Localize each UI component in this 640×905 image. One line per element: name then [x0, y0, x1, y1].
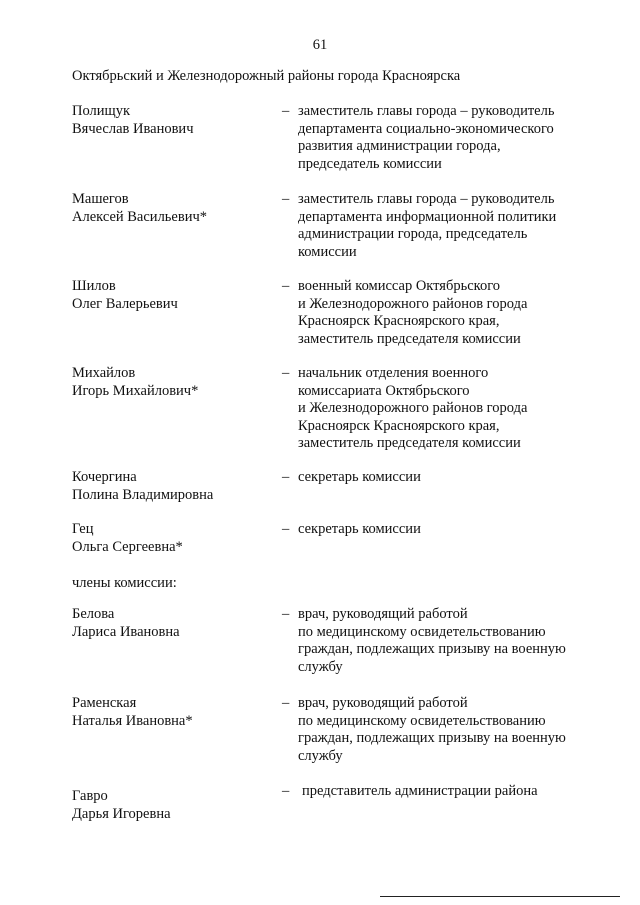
- role-line: секретарь комиссии: [298, 521, 421, 537]
- role-line: заместитель главы города – руководитель: [298, 103, 555, 119]
- role-line: службу: [298, 658, 343, 675]
- member-given-name: Дарья Игоревна: [72, 805, 171, 822]
- member-role: [298, 606, 598, 676]
- member-given-name: Алексей Васильевич*: [72, 208, 207, 225]
- member-name: [72, 606, 272, 641]
- member-name: [72, 521, 272, 556]
- separator-dash: –: [282, 103, 290, 119]
- role-line: развития администрации города,: [298, 138, 501, 154]
- members-label: члены комиссии:: [72, 575, 177, 591]
- role-line: комиссии: [298, 243, 357, 260]
- role-line: граждан, подлежащих призыву на военную: [298, 641, 566, 657]
- separator-dash: –: [282, 278, 290, 294]
- page-heading: Октябрьский и Железнодорожный районы города Красноярска: [72, 68, 461, 84]
- role-line: граждан, подлежащих призыву на военную: [298, 730, 566, 746]
- member-role: [298, 695, 598, 765]
- member-name: [72, 278, 272, 313]
- role-line: комиссариата Октябрьского: [298, 382, 470, 399]
- separator-dash: –: [282, 191, 290, 207]
- role-line: заместитель председателя комиссии: [298, 330, 521, 347]
- role-line: по медицинскому освидетельствованию: [298, 712, 546, 729]
- page-number: 61: [312, 37, 328, 53]
- role-line: и Железнодорожного районов города: [298, 295, 528, 312]
- member-surname: Гец: [72, 521, 94, 537]
- separator-dash: –: [282, 606, 290, 622]
- member-given-name: Полина Владимировна: [72, 486, 214, 503]
- member-given-name: Олег Валерьевич: [72, 295, 178, 312]
- role-line: Красноярск Красноярского края,: [298, 417, 500, 434]
- role-line: врач, руководящий работой: [298, 695, 468, 711]
- member-role: [302, 783, 602, 801]
- member-name: [72, 103, 272, 138]
- separator-dash: –: [282, 365, 290, 381]
- member-name: [72, 469, 272, 504]
- role-line: и Железнодорожного районов города: [298, 400, 528, 416]
- member-given-name: Вячеслав Иванович: [72, 120, 194, 137]
- member-given-name: Ольга Сергеевна*: [72, 538, 183, 555]
- member-name: [72, 788, 272, 823]
- member-surname: Гавро: [72, 788, 108, 804]
- role-line: Красноярск Красноярского края,: [298, 313, 500, 329]
- member-role: [298, 521, 598, 539]
- member-given-name: Наталья Ивановна*: [72, 712, 193, 729]
- member-surname: Раменская: [72, 695, 137, 711]
- member-role: [298, 278, 598, 348]
- role-line: председатель комиссии: [298, 155, 442, 172]
- member-given-name: Игорь Михайлович*: [72, 382, 199, 399]
- member-role: [298, 469, 598, 487]
- member-surname: Шилов: [72, 278, 116, 294]
- member-role: [298, 191, 598, 261]
- role-line: военный комиссар Октябрьского: [298, 278, 501, 294]
- role-line: департамента информационной политики: [298, 208, 557, 225]
- member-role: [298, 103, 598, 173]
- member-role: [298, 365, 598, 453]
- member-surname: Белова: [72, 606, 115, 622]
- member-name: [72, 365, 272, 400]
- role-line: врач, руководящий работой: [298, 606, 468, 622]
- role-line: секретарь комиссии: [298, 469, 421, 485]
- role-line: администрации города, председатель: [298, 226, 528, 242]
- separator-dash: –: [282, 695, 290, 711]
- member-surname: Кочергина: [72, 469, 137, 485]
- member-name: [72, 191, 272, 226]
- role-line: представитель администрации района: [302, 783, 538, 799]
- separator-dash: –: [282, 783, 290, 799]
- role-line: департамента социально-экономического: [298, 120, 554, 137]
- member-surname: Машегов: [72, 191, 129, 207]
- role-line: по медицинскому освидетельствованию: [298, 623, 546, 640]
- role-line: службу: [298, 747, 343, 764]
- member-surname: Полищук: [72, 103, 130, 119]
- member-name: [72, 695, 272, 730]
- separator-dash: –: [282, 469, 290, 485]
- footer-rule: [380, 896, 620, 897]
- role-line: начальник отделения военного: [298, 365, 489, 381]
- separator-dash: –: [282, 521, 290, 537]
- member-surname: Михайлов: [72, 365, 136, 381]
- role-line: заместитель председателя комиссии: [298, 435, 521, 451]
- role-line: заместитель главы города – руководитель: [298, 191, 555, 207]
- member-given-name: Лариса Ивановна: [72, 623, 180, 640]
